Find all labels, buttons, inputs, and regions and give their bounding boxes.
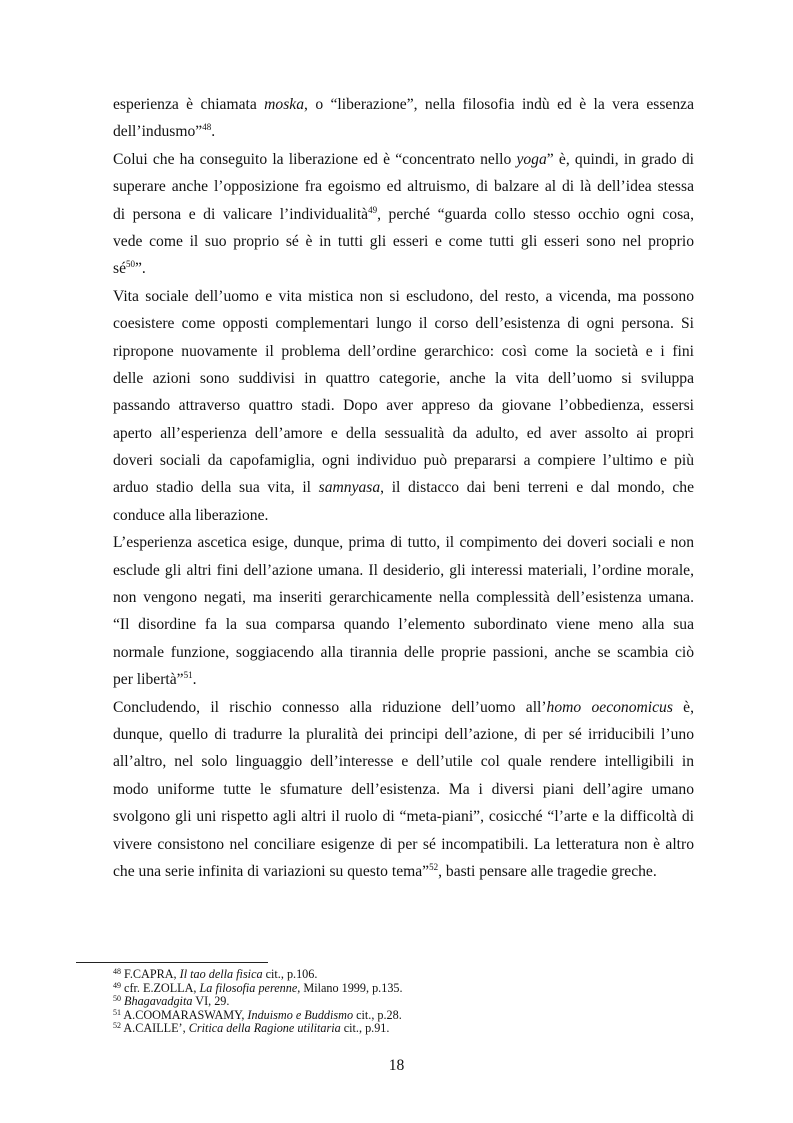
footnote <box>113 982 673 996</box>
text-run: ripropone nuovamente il problema dell’ordine gerarchico: così come la società e i fini <box>113 342 694 360</box>
text-run: cit., p.91. <box>340 1021 390 1036</box>
text-line <box>113 748 694 775</box>
text-run: Vita sociale dell’uomo e vita mistica non si escludono, del resto, a vicenda, ma possono <box>113 287 694 305</box>
text-line <box>113 201 694 228</box>
footnote-ref: 48 <box>202 122 212 133</box>
footnote-ref: 51 <box>113 1007 121 1017</box>
text-line <box>113 91 694 118</box>
text-line <box>113 776 694 803</box>
text-line <box>113 584 694 611</box>
text-run: . <box>192 671 197 689</box>
text-run: “Il disordine fa la sua comparsa quando l’elemento subordinato viene meno alla sua <box>113 616 694 634</box>
footnote <box>113 1022 673 1036</box>
footnote-ref: 52 <box>429 861 439 872</box>
text-line <box>113 858 694 885</box>
text-run: doveri sociali da capofamiglia, ogni individuo può prepararsi a compiere l’ultimo e più <box>113 452 694 470</box>
text-run: L’esperienza ascetica esige, dunque, prima di tutto, il compimento dei doveri sociali e non <box>113 534 694 552</box>
text-run: cfr. E.ZOLLA, <box>121 980 200 995</box>
text-run: sé <box>113 260 126 278</box>
text-run: svolgono gli uni rispetto agli altri il ruolo di “meta-piani”, cosicché “l’arte e la difficoltà di <box>113 808 694 826</box>
text-line <box>113 831 694 858</box>
text-line <box>113 310 694 337</box>
text-line <box>113 694 694 721</box>
text-line <box>113 173 694 200</box>
text-line <box>113 447 694 474</box>
text-run: VI, 29. <box>192 994 230 1009</box>
text-line <box>113 639 694 666</box>
text-run: cit., p.106. <box>262 967 318 981</box>
text-run: arduo stadio della sua vita, il <box>113 479 319 497</box>
footnote-ref: 50 <box>113 994 121 1004</box>
text-run: delle azioni sono suddivisi in quattro categorie, anche la vita dell’uomo si sviluppa <box>113 369 694 387</box>
footnote-ref: 52 <box>113 1021 121 1031</box>
text-line <box>113 420 694 447</box>
italic-text: Bhagavadgita <box>124 994 193 1009</box>
footnote-ref: 51 <box>183 670 193 681</box>
text-line <box>113 283 694 310</box>
footnote <box>113 995 673 1009</box>
text-line <box>113 338 694 365</box>
italic-text: Induismo e Buddismo <box>247 1007 354 1022</box>
footnote-separator <box>76 962 268 963</box>
text-run: esperienza è chiamata <box>113 96 265 113</box>
italic-text: samnyasa <box>318 479 381 497</box>
text-run: modo uniforme tutte le sfumature dell’esistenza. Ma i diversi piani dell’agire umano <box>113 780 694 798</box>
text-run: , perché “guarda collo stesso occhio ogni cosa, <box>377 205 694 223</box>
text-line <box>113 611 694 638</box>
text-run: dell’indusmo” <box>113 123 203 141</box>
text-run: Concludendo, il rischio connesso alla riduzione dell’uomo all’ <box>113 698 547 716</box>
text-line <box>113 392 694 419</box>
text-run: conduce alla liberazione. <box>113 506 269 524</box>
italic-text: La filosofia perenne <box>199 980 298 995</box>
text-line <box>113 365 694 392</box>
text-run: F.CAPRA, <box>121 967 180 981</box>
text-run: , il distacco dai beni terreni e dal mondo, che <box>380 479 694 497</box>
text-line <box>113 474 694 501</box>
text-run: passando attraverso quattro stadi. Dopo aver appreso da giovane l’obbedienza, essersi <box>113 397 694 415</box>
footnote-ref: 48 <box>113 967 121 976</box>
italic-text: homo oeconomicus <box>546 698 673 716</box>
footnotes <box>113 968 673 1036</box>
text-run: , Milano 1999, p.135. <box>297 980 403 995</box>
text-line <box>113 255 694 282</box>
text-run: esclude gli altri fini dell’azione umana. Il desiderio, gli interessi materiali, l’ordine morale, <box>113 561 694 579</box>
footnote-ref: 49 <box>368 204 378 215</box>
text-line <box>113 118 694 145</box>
text-run: , o “liberazione”, nella filosofia indù ed è la vera essenza <box>304 96 694 113</box>
text-run: normale funzione, soggiacendo alla tirannia delle proprie passioni, anche se scambia ciò <box>113 643 694 661</box>
text-run: aperto all’esperienza dell’amore e della sessualità da adulto, ed aver assolto ai propri <box>113 424 694 442</box>
text-run: cit., p.28. <box>353 1007 402 1022</box>
text-line <box>113 803 694 830</box>
text-run: ”. <box>135 260 146 278</box>
text-run: vivere consistono nel conciliare esigenze di per sé incompatibili. La letteratura non è altro <box>113 835 694 853</box>
footnote-ref: 50 <box>126 259 135 270</box>
text-run: , basti pensare alle tragedie greche. <box>438 862 657 880</box>
text-line <box>113 721 694 748</box>
text-run: A.CAILLE’, <box>121 1021 189 1036</box>
text-run: A.COOMARASWAMY, <box>121 1007 248 1022</box>
italic-text: moska <box>264 96 305 113</box>
text-run: superare anche l’opposizione fra egoismo ed altruismo, di balzare al di là dell’idea stessa <box>113 178 694 196</box>
text-run: che una serie infinita di variazioni su questo tema” <box>113 862 430 880</box>
text-run: ” è, quindi, in grado di <box>546 150 694 168</box>
footnote-ref: 49 <box>113 980 121 990</box>
body-text <box>113 91 694 885</box>
text-line <box>113 529 694 556</box>
page-number: 18 <box>388 1057 405 1074</box>
italic-text: Il tao della fisica <box>179 967 263 981</box>
text-line <box>113 228 694 255</box>
text-run: vede come il suo proprio sé è in tutti gli esseri e come tutti gli esseri sono nel proprio <box>113 232 694 250</box>
text-run: non vengono negati, ma inseriti gerarchicamente nella complessità dell’esistenza umana. <box>113 589 694 607</box>
italic-text: yoga <box>516 150 547 168</box>
text-line <box>113 502 694 529</box>
text-line <box>113 146 694 173</box>
text-run: . <box>211 123 216 141</box>
text-run: dunque, quello di tradurre la pluralità dei principi dell’azione, di per sé irriducibili l’uno <box>113 725 694 743</box>
italic-text: Critica della Ragione utilitaria <box>188 1021 341 1036</box>
text-line <box>113 557 694 584</box>
footnote <box>113 968 673 982</box>
text-line <box>113 666 694 693</box>
text-run: all’altro, nel solo linguaggio dell’interesse e dell’utile col quale rendere intelligibili in <box>113 753 694 771</box>
footnote <box>113 1009 673 1023</box>
text-run: è, <box>672 698 694 716</box>
text-run: di persona e di valicare l’individualità <box>113 205 369 223</box>
text-run: Colui che ha conseguito la liberazione ed è “concentrato nello <box>113 150 517 168</box>
text-run: per libertà” <box>113 671 184 689</box>
text-run: coesistere come opposti complementari lungo il corso dell’esistenza di ogni persona. Si <box>113 315 694 333</box>
